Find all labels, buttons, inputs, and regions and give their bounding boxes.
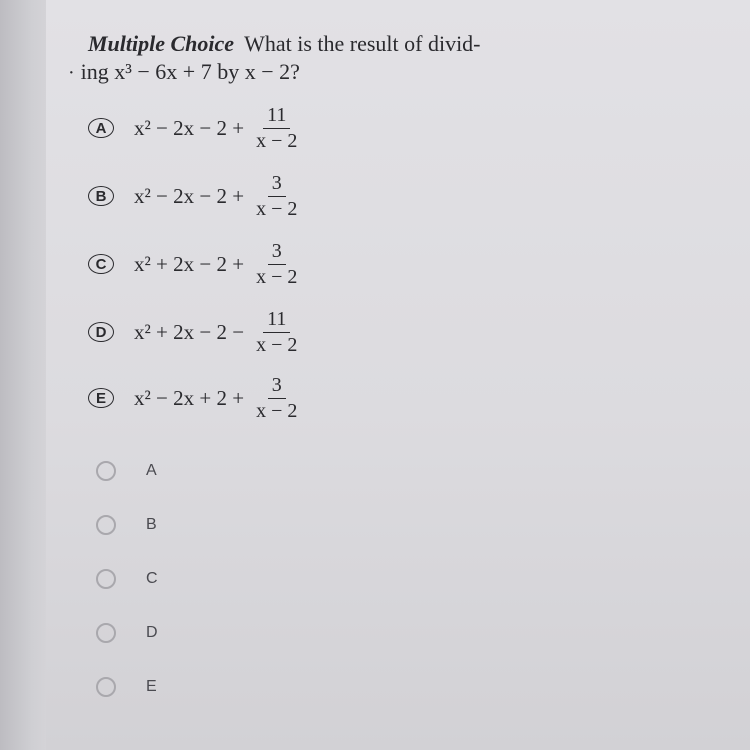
fraction-denominator: x − 2 <box>256 333 298 356</box>
question-line1: What is the result of divid- <box>244 31 481 56</box>
option-c <box>88 234 303 294</box>
answer-label[interactable]: E <box>146 678 157 695</box>
answer-option-d[interactable] <box>96 617 158 649</box>
option-expression <box>134 308 303 357</box>
option-fraction <box>250 374 303 423</box>
option-expression <box>134 374 303 423</box>
fraction-numerator: 11 <box>263 104 290 129</box>
option-letter-circle: C <box>88 254 114 274</box>
option-fraction <box>250 308 303 357</box>
fraction-denominator: x − 2 <box>256 265 298 288</box>
option-d <box>88 302 303 362</box>
option-letter-circle: E <box>88 388 114 408</box>
fraction-numerator: 11 <box>263 308 290 333</box>
question-line2: ing x³ − 6x + 7 by x − 2? <box>80 59 300 84</box>
option-fraction <box>250 104 303 153</box>
option-letter-circle: D <box>88 322 114 342</box>
option-letter-circle: B <box>88 186 114 206</box>
radio-button[interactable] <box>96 623 116 643</box>
option-fraction <box>250 240 303 289</box>
question-type-label: Multiple Choice <box>88 31 235 56</box>
option-polynomial: x² − 2x − 2 + <box>134 183 245 208</box>
option-e <box>88 368 303 428</box>
radio-button[interactable] <box>96 677 116 697</box>
fraction-denominator: x − 2 <box>256 197 298 220</box>
option-expression <box>134 172 303 221</box>
radio-button[interactable] <box>96 569 116 589</box>
option-letter-circle: A <box>88 118 114 138</box>
fraction-numerator: 3 <box>268 172 286 197</box>
bullet-mark: · <box>68 62 75 84</box>
answer-label[interactable]: C <box>146 570 158 587</box>
option-polynomial: x² − 2x − 2 + <box>134 115 245 140</box>
option-polynomial: x² − 2x + 2 + <box>134 385 245 410</box>
option-a <box>88 98 303 158</box>
radio-button[interactable] <box>96 461 116 481</box>
answer-option-e[interactable] <box>96 671 157 703</box>
answer-option-a[interactable] <box>96 455 157 487</box>
question-text <box>68 30 558 87</box>
answer-label[interactable]: A <box>146 462 157 479</box>
question-line2-wrap <box>68 58 558 87</box>
option-b <box>88 166 303 226</box>
option-fraction <box>250 172 303 221</box>
option-expression <box>134 240 303 289</box>
answer-label[interactable]: B <box>146 516 157 533</box>
fraction-numerator: 3 <box>268 240 286 265</box>
option-polynomial: x² + 2x − 2 − <box>134 319 245 344</box>
left-margin-strip <box>0 0 46 750</box>
option-expression <box>134 104 303 153</box>
answer-option-b[interactable] <box>96 509 157 541</box>
answer-label[interactable]: D <box>146 624 158 641</box>
fraction-numerator: 3 <box>268 374 286 399</box>
answer-option-c[interactable] <box>96 563 158 595</box>
option-polynomial: x² + 2x − 2 + <box>134 251 245 276</box>
fraction-denominator: x − 2 <box>256 129 298 152</box>
fraction-denominator: x − 2 <box>256 399 298 422</box>
radio-button[interactable] <box>96 515 116 535</box>
